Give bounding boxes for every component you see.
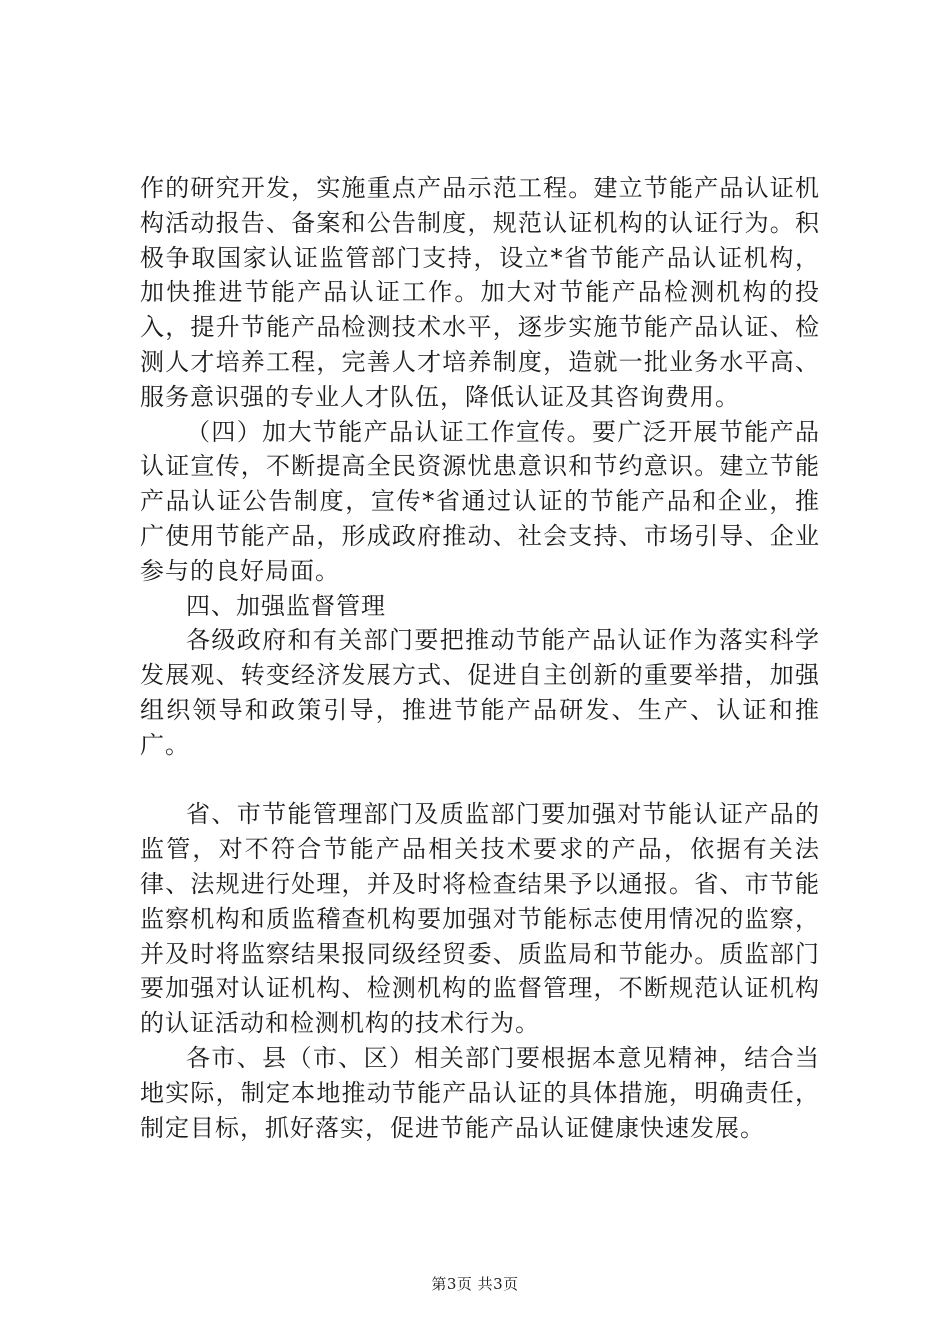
- paragraph-government-duty: 各级政府和有关部门要把推动节能产品认证作为落实科学发展观、转变经济发展方式、促进自主创新的重要举措，加强组织领导和政策引导，推进节能产品研发、生产、认证和推广。: [140, 626, 820, 759]
- page-footer: 第3页 共3页: [431, 1275, 519, 1293]
- paragraph-publicity: （四）加大节能产品认证工作宣传。要广泛开展节能产品认证宣传，不断提高全民资源忧患意识和节约意识。建立节能产品认证公告制度，宣传*省通过认证的节能产品和企业，推广使用节能产品，形成政府推动、社会支持、市场引导、企业参与的良好局面。: [140, 417, 820, 585]
- document-body: [140, 171, 820, 1145]
- section-heading-supervision: 四、加强监督管理: [186, 591, 386, 620]
- paragraph-local-implementation: 各市、县（市、区）相关部门要根据本意见精神，结合当地实际，制定本地推动节能产品认证的具体措施，明确责任，制定目标，抓好落实，促进节能产品认证健康快速发展。: [140, 1043, 820, 1142]
- paragraph-continuation: 作的研究开发，实施重点产品示范工程。建立节能产品认证机构活动报告、备案和公告制度，规范认证机构的认证行为。积极争取国家认证监管部门支持，设立*省节能产品认证机构，加快推进节能产品认证工作。加大对节能产品检测机构的投入，提升节能产品检测技术水平，逐步实施节能产品认证、检测人才培养工程，完善人才培养制度，造就一批业务水平高、服务意识强的专业人才队伍，降低认证及其咨询费用。: [140, 174, 820, 411]
- paragraph-supervision-details: 省、市节能管理部门及质监部门要加强对节能认证产品的监管，对不符合节能产品相关技术要求的产品，依据有关法律、法规进行处理，并及时将检查结果予以通报。省、市节能监察机构和质监稽查机构要加强对节能标志使用情况的监察，并及时将监察结果报同级经贸委、质监局和节能办。质监部门要加强对认证机构、检测机构的监督管理，不断规范认证机构的认证活动和检测机构的技术行为。: [140, 800, 820, 1038]
